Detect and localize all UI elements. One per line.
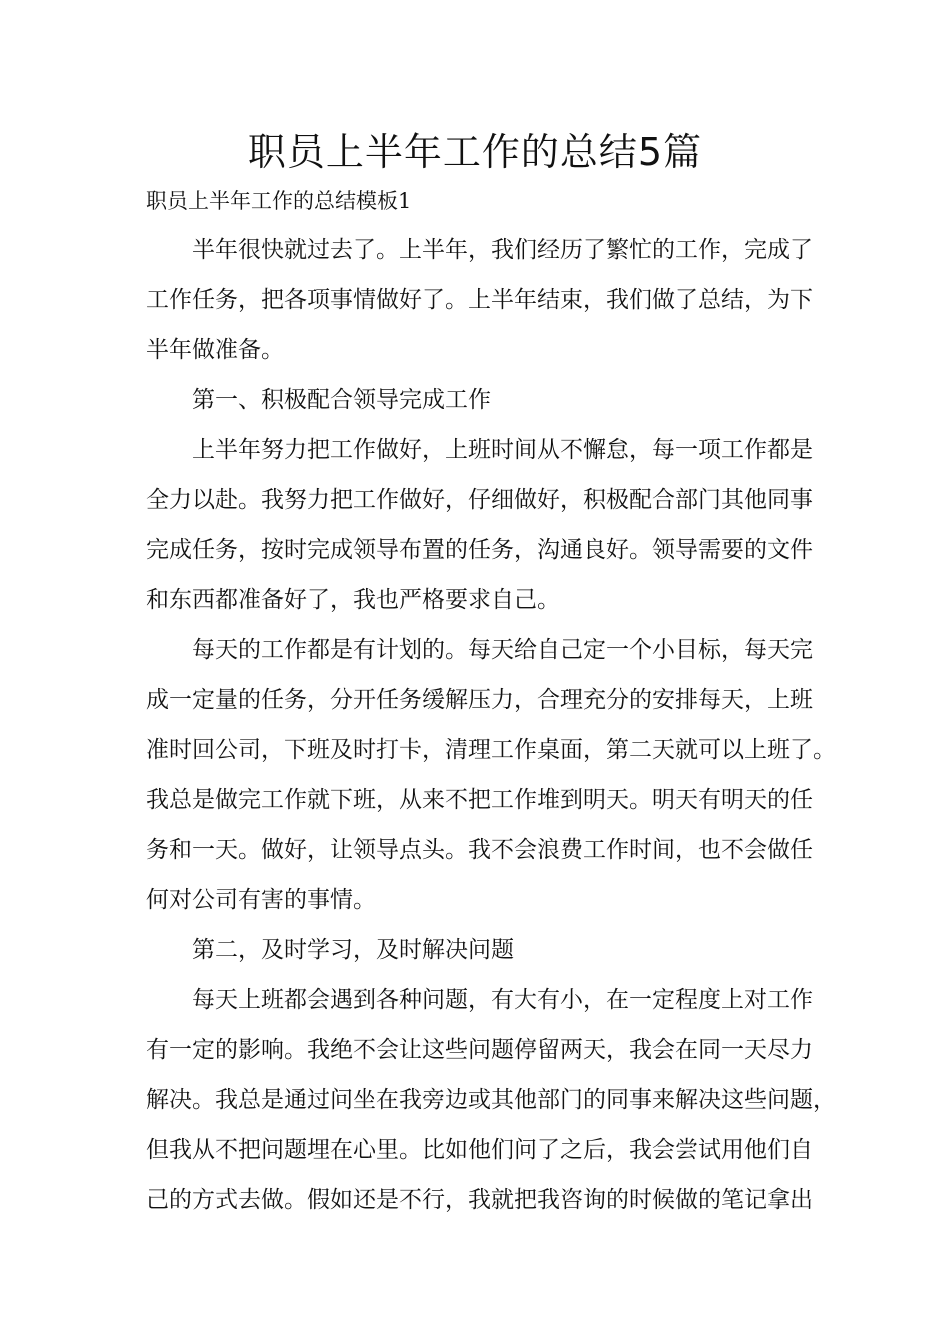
- body-line: 每天上班都会遇到各种问题，有大有小，在一定程度上对工作: [192, 987, 813, 1013]
- body-line: 何对公司有害的事情。: [146, 887, 376, 913]
- section-heading: 第二，及时学习，及时解决问题: [192, 937, 514, 963]
- body-line: 工作任务，把各项事情做好了。上半年结束，我们做了总结，为下: [146, 287, 813, 313]
- section-heading: 第一、积极配合领导完成工作: [192, 387, 491, 413]
- body-line: 和东西都准备好了，我也严格要求自己。: [146, 587, 560, 613]
- body-line: 准时回公司，下班及时打卡，清理工作桌面，第二天就可以上班了。: [146, 737, 836, 763]
- page-title: 职员上半年工作的总结5篇: [247, 130, 703, 174]
- body-line: 但我从不把问题埋在心里。比如他们问了之后，我会尝试用他们自: [146, 1137, 813, 1163]
- body-line: 半年做准备。: [146, 337, 284, 363]
- body-line: 有一定的影响。我绝不会让这些问题停留两天，我会在同一天尽力: [146, 1037, 813, 1063]
- body-line: 我总是做完工作就下班，从来不把工作堆到明天。明天有明天的任: [146, 787, 813, 813]
- body-line: 上半年努力把工作做好，上班时间从不懈怠，每一项工作都是: [192, 437, 813, 463]
- body-line: 务和一天。做好，让领导点头。我不会浪费工作时间，也不会做任: [146, 837, 813, 863]
- body-line: 成一定量的任务，分开任务缓解压力，合理充分的安排每天，上班: [146, 687, 813, 713]
- body-line: 半年很快就过去了。上半年，我们经历了繁忙的工作，完成了: [192, 237, 813, 263]
- body-line: 解决。我总是通过问坐在我旁边或其他部门的同事来解决这些问题，: [146, 1087, 836, 1113]
- body-line: 完成任务，按时完成领导布置的任务，沟通良好。领导需要的文件: [146, 537, 813, 563]
- section-subtitle: 职员上半年工作的总结模板1: [146, 189, 412, 213]
- body-line: 己的方式去做。假如还是不行，我就把我咨询的时候做的笔记拿出: [146, 1187, 813, 1213]
- body-line: 每天的工作都是有计划的。每天给自己定一个小目标，每天完: [192, 637, 813, 663]
- body-line: 全力以赴。我努力把工作做好，仔细做好，积极配合部门其他同事: [146, 487, 813, 513]
